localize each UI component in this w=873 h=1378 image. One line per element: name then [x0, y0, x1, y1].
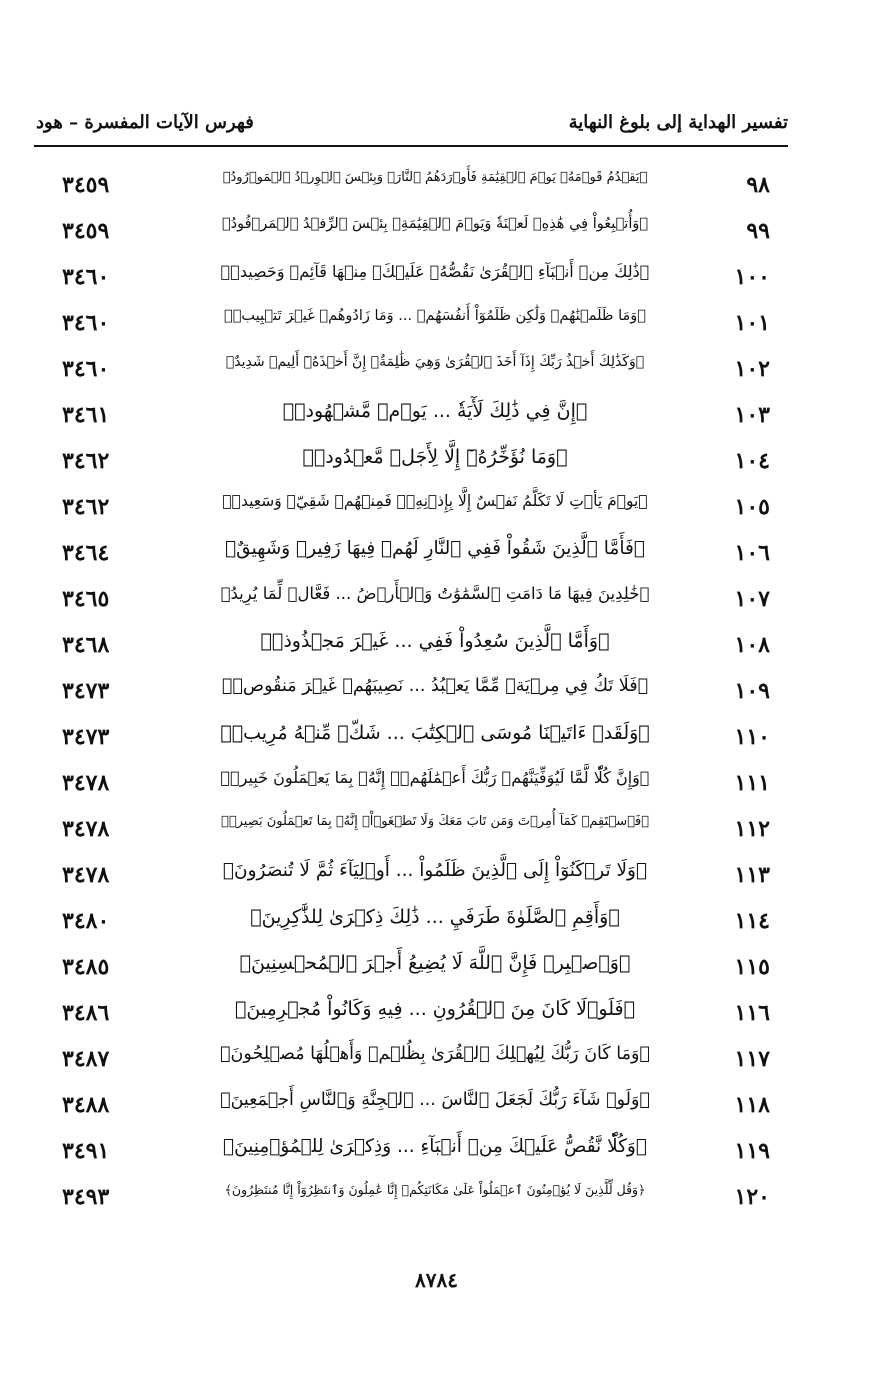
- page-reference: ٣٤٥٩: [62, 172, 110, 198]
- ayah-text: ﴿ذَٰلِكَ مِنۡ أَنۢبَآءِ ٱلۡقُرَىٰ نَقُصُّهُۥ عَلَيۡكَۖ مِنۡهَا قَآئِمٞ وَحَصِيدٞ﴾: [220, 262, 650, 281]
- page-reference: ٣٤٨٠: [62, 908, 110, 934]
- ayah-number: ١١٤: [734, 908, 770, 934]
- table-row: [40, 1086, 780, 1132]
- page-reference: ٣٤٧٨: [62, 816, 110, 842]
- ayah-number: ١١٠: [734, 724, 770, 750]
- page-reference: ٣٤٧٨: [62, 770, 110, 796]
- ayah-text: ﴿وَإِنَّ كُلّٗا لَّمَّا لَيُوَفِّيَنَّهُمۡ رَبُّكَ أَعۡمَٰلَهُمۡۚ إِنَّهُۥ بِمَا يَعۡمَلُونَ خَبِيرٞ﴾: [220, 768, 650, 787]
- ayah-text: ﴿خَٰلِدِينَ فِيهَا مَا دَامَتِ ٱلسَّمَٰوَٰتُ وَٱلۡأَرۡضُ ... فَعَّالٞ لِّمَا يُرِيدُ﴾: [220, 584, 650, 603]
- table-row: [40, 994, 780, 1040]
- table-row: [40, 1178, 780, 1224]
- ayah-number: ١٠٧: [734, 586, 770, 612]
- ayah-text: ﴿يَوۡمَ يَأۡتِ لَا تَكَلَّمُ نَفۡسٌ إِلَّا بِإِذۡنِهِۦۚ فَمِنۡهُمۡ شَقِيّٞ وَسَعِيدٞ﴾: [222, 492, 648, 510]
- table-row: [40, 902, 780, 948]
- ayah-number: ١٠٩: [734, 678, 770, 704]
- table-row: [40, 350, 780, 396]
- header-rule: [34, 145, 788, 147]
- page-reference: ٣٤٨٥: [62, 954, 110, 980]
- page-reference: ٣٤٦٠: [62, 310, 110, 336]
- ayah-text: ﴿فَأَمَّا ٱلَّذِينَ شَقُواْ فَفِي ٱلنَّارِ لَهُمۡ فِيهَا زَفِيرٞ وَشَهِيقٌ﴾: [225, 538, 645, 559]
- ayah-text: ﴿يَقۡدُمُ قَوۡمَهُۥ يَوۡمَ ٱلۡقِيَٰمَةِ فَأَوۡرَدَهُمُ ٱلنَّارَۖ وَبِئۡسَ ٱلۡوِرۡدُ ٱلۡمَوۡرُودُ﴾: [222, 170, 648, 185]
- ayah-text: ﴿وَمَا كَانَ رَبُّكَ لِيُهۡلِكَ ٱلۡقُرَىٰ بِظُلۡمٖ وَأَهۡلُهَا مُصۡلِحُونَ﴾: [220, 1044, 650, 1064]
- running-header: [36, 112, 788, 146]
- page-reference: ٣٤٦٥: [62, 586, 110, 612]
- ayah-text: ﴿فَلَوۡلَا كَانَ مِنَ ٱلۡقُرُونِ ... فِيهِ وَكَانُواْ مُجۡرِمِينَ﴾: [235, 998, 635, 1020]
- ayah-text: ﴿وَلَوۡ شَآءَ رَبُّكَ لَجَعَلَ ٱلنَّاسَ ... ٱلۡجِنَّةِ وَٱلنَّاسِ أَجۡمَعِينَ﴾: [220, 1090, 650, 1110]
- ayah-number: ١١٦: [734, 1000, 770, 1026]
- ayah-number: ١١٩: [734, 1138, 770, 1164]
- table-row: [40, 442, 780, 488]
- ayah-text: ﴿وَٱصۡبِرۡ فَإِنَّ ٱللَّهَ لَا يُضِيعُ أَجۡرَ ٱلۡمُحۡسِنِينَ﴾: [239, 952, 631, 974]
- ayah-number: ١٠٣: [734, 402, 770, 428]
- page-reference: ٣٤٩٣: [62, 1184, 110, 1210]
- table-row: [40, 626, 780, 672]
- table-row: [40, 672, 780, 718]
- page-reference: ٣٤٩١: [62, 1138, 110, 1164]
- ayah-text: ﴿إِنَّ فِي ذَٰلِكَ لَأٓيَةٗ ... يَوۡمٞ مَّشۡهُودٞ﴾: [282, 400, 588, 422]
- ayah-text: ﴿وَقُل لِّلَّذِينَ لَا يُؤۡمِنُونَ ٱعۡمَلُواْ عَلَىٰ مَكَانَتِكُمۡ إِنَّا عَٰمِلُونَ وَٱنتَظِرُوٓاْ إِنَّا مُنتَظِرُونَ﴾: [224, 1182, 646, 1197]
- ayah-text: ﴿وَكُلّٗا نَّقُصُّ عَلَيۡكَ مِنۡ أَنۢبَآءِ ... وَذِكۡرَىٰ لِلۡمُؤۡمِنِينَ﴾: [223, 1136, 647, 1157]
- ayah-text: ﴿وَأَمَّا ٱلَّذِينَ سُعِدُواْ فَفِي ... غَيۡرَ مَجۡذُوذٖ﴾: [260, 630, 610, 652]
- ayah-text: ﴿فَلَا تَكُ فِي مِرۡيَةٖ مِّمَّا يَعۡبُدُ ... نَصِيبَهُمۡ غَيۡرَ مَنقُوصٖ﴾: [221, 676, 649, 696]
- page-reference: ٣٤٦٤: [62, 540, 110, 566]
- table-row: [40, 488, 780, 534]
- ayah-number: ٩٩: [746, 218, 770, 244]
- ayah-number: ١٢٠: [734, 1184, 770, 1210]
- table-row: [40, 718, 780, 764]
- page-reference: ٣٤٦٢: [62, 448, 110, 474]
- page-reference: ٣٤٦٢: [62, 494, 110, 520]
- page-reference: ٣٤٦٨: [62, 632, 110, 658]
- ayah-number: ١٠٦: [734, 540, 770, 566]
- table-row: [40, 1040, 780, 1086]
- ayah-number: ١٠٨: [734, 632, 770, 658]
- page-reference: ٣٤٨٧: [62, 1046, 110, 1072]
- ayah-index-list: [40, 166, 780, 1224]
- ayah-text: ﴿فَٱسۡتَقِمۡ كَمَآ أُمِرۡتَ وَمَن تَابَ مَعَكَ وَلَا تَطۡغَوۡاْۚ إِنَّهُۥ بِمَا تَعۡمَلُونَ بَصِيرٞ﴾: [221, 814, 649, 829]
- ayah-number: ١١٥: [734, 954, 770, 980]
- ayah-number: ٩٨: [746, 172, 770, 198]
- table-row: [40, 580, 780, 626]
- page-reference: ٣٤٧٨: [62, 862, 110, 888]
- table-row: [40, 258, 780, 304]
- book-title: تفسير الهداية إلى بلوغ النهاية: [568, 112, 788, 133]
- table-row: [40, 396, 780, 442]
- ayah-number: ١١٧: [734, 1046, 770, 1072]
- ayah-number: ١١١: [734, 770, 770, 796]
- page-reference: ٣٤٦٠: [62, 356, 110, 382]
- ayah-number: ١٠٠: [734, 264, 770, 290]
- ayah-number: ١٠٤: [734, 448, 770, 474]
- ayah-text: ﴿وَأُتۡبِعُواْ فِي هَٰذِهِۦ لَعۡنَةٗ وَيَوۡمَ ٱلۡقِيَٰمَةِۚ بِئۡسَ ٱلرِّفۡدُ ٱلۡمَرۡفُودُ﴾: [221, 216, 649, 232]
- ayah-text: ﴿وَمَا نُؤَخِّرُهُۥٓ إِلَّا لِأَجَلٖ مَّعۡدُودٖ﴾: [302, 446, 568, 468]
- ayah-text: ﴿وَكَذَٰلِكَ أَخۡذُ رَبِّكَ إِذَآ أَخَذَ ٱلۡقُرَىٰ وَهِيَ ظَٰلِمَةٌۚ إِنَّ أَخۡذَهُۥٓ أَلِيمٞ شَدِيدٌ﴾: [225, 354, 645, 370]
- table-row: [40, 856, 780, 902]
- page-reference: ٣٤٨٨: [62, 1092, 110, 1118]
- table-row: [40, 534, 780, 580]
- page-number: ٨٧٨٤: [415, 1268, 458, 1292]
- page-reference: ٣٤٧٣: [62, 724, 110, 750]
- table-row: [40, 212, 780, 258]
- table-row: [40, 1132, 780, 1178]
- table-row: [40, 166, 780, 212]
- ayah-text: ﴿وَلَا تَرۡكَنُوٓاْ إِلَى ٱلَّذِينَ ظَلَمُواْ ... أَوۡلِيَآءَ ثُمَّ لَا تُنصَرُونَ﴾: [222, 860, 648, 881]
- section-title: فهرس الآيات المفسرة – هود: [36, 112, 254, 133]
- ayah-number: ١٠٢: [734, 356, 770, 382]
- ayah-text: ﴿وَمَا ظَلَمۡنَٰهُمۡ وَلَٰكِن ظَلَمُوٓاْ أَنفُسَهُمۡ ... وَمَا زَادُوهُمۡ غَيۡرَ تَتۡبِيبٖ﴾: [224, 308, 646, 324]
- ayah-number: ١١٣: [734, 862, 770, 888]
- ayah-number: ١٠١: [734, 310, 770, 336]
- ayah-number: ١٠٥: [734, 494, 770, 520]
- ayah-text: ﴿وَأَقِمِ ٱلصَّلَوٰةَ طَرَفَيِ ... ذَٰلِكَ ذِكۡرَىٰ لِلذَّٰكِرِينَ﴾: [250, 906, 620, 928]
- page-reference: ٣٤٦١: [62, 402, 110, 428]
- ayah-text: ﴿وَلَقَدۡ ءَاتَيۡنَا مُوسَى ٱلۡكِتَٰبَ ... شَكّٖ مِّنۡهُ مُرِيبٖ﴾: [220, 722, 650, 744]
- page-reference: ٣٤٧٣: [62, 678, 110, 704]
- ayah-number: ١١٨: [734, 1092, 770, 1118]
- page-reference: ٣٤٦٠: [62, 264, 110, 290]
- page-reference: ٣٤٨٦: [62, 1000, 110, 1026]
- page-reference: ٣٤٥٩: [62, 218, 110, 244]
- table-row: [40, 764, 780, 810]
- table-row: [40, 948, 780, 994]
- ayah-number: ١١٢: [734, 816, 770, 842]
- table-row: [40, 304, 780, 350]
- table-row: [40, 810, 780, 856]
